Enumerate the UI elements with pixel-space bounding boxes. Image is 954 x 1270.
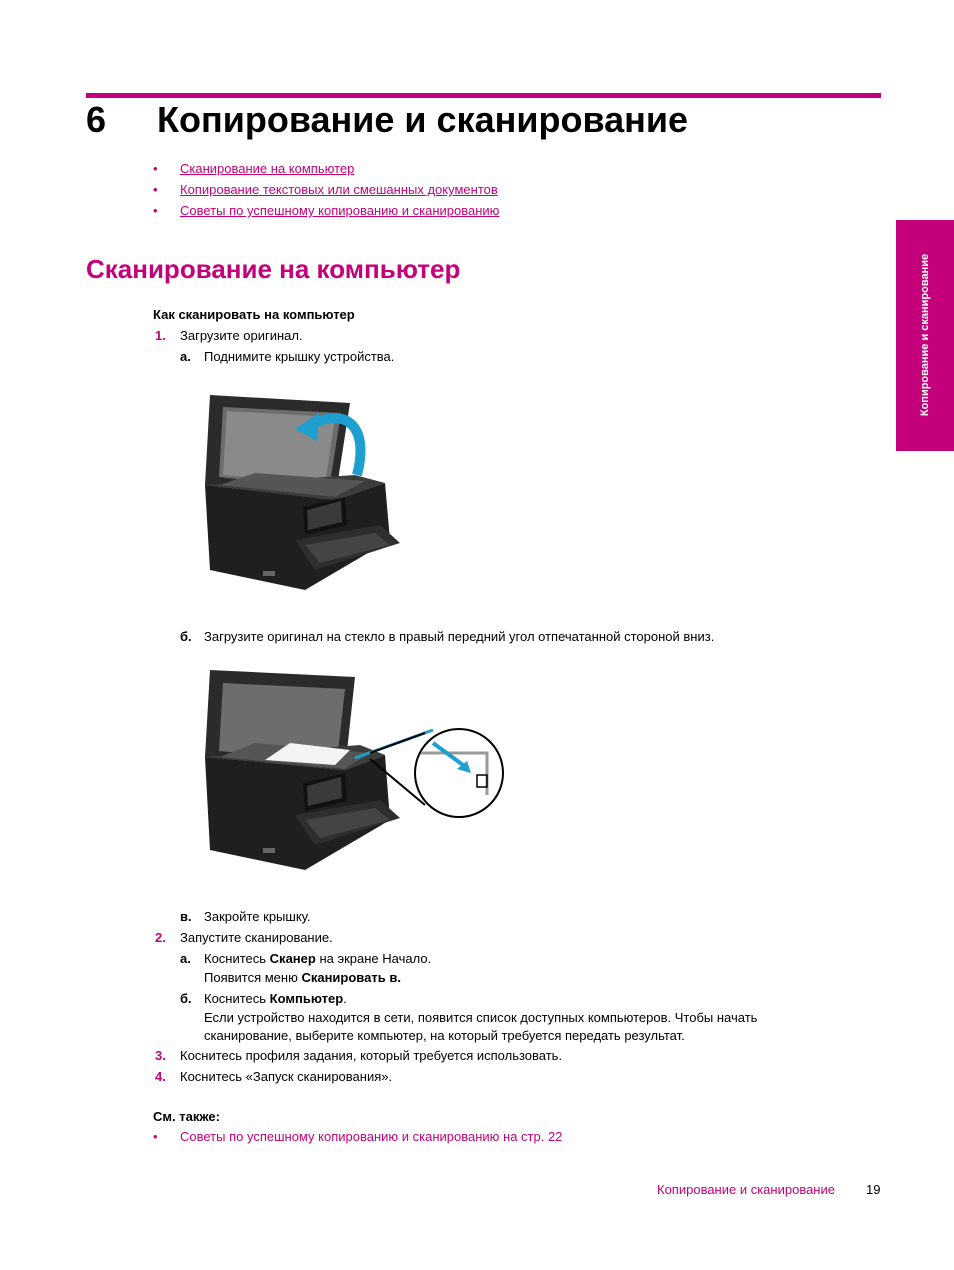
- substep-text: Если устройство находится в сети, появится список доступных компьютеров. Чтобы начать: [204, 1010, 758, 1025]
- substep-text: Коснитесь Компьютер.: [204, 991, 347, 1006]
- substep-text: Поднимите крышку устройства.: [204, 349, 395, 364]
- substep-text: Коснитесь Сканер на экране Начало.: [204, 951, 432, 966]
- step-number: 4.: [155, 1069, 166, 1084]
- substep-label: а.: [180, 951, 191, 966]
- step-number: 3.: [155, 1048, 166, 1063]
- page-number: 19: [866, 1182, 881, 1197]
- toc-link-tips[interactable]: Советы по успешному копированию и сканированию: [180, 203, 500, 218]
- footer-chapter-label: Копирование и сканирование: [657, 1182, 835, 1197]
- substep-label: в.: [180, 909, 192, 924]
- chapter-number: 6: [86, 99, 107, 140]
- bullet-icon: •: [153, 1129, 158, 1144]
- substep-text: Появится меню Сканировать в.: [204, 970, 401, 985]
- step-number: 2.: [155, 930, 166, 945]
- see-also-heading: См. также:: [153, 1109, 220, 1124]
- step-text: Коснитесь «Запуск сканирования».: [180, 1069, 393, 1084]
- toc-item: [153, 181, 499, 202]
- substep-label: б.: [180, 991, 192, 1006]
- toc-link-scan-to-computer[interactable]: Сканирование на компьютер: [180, 161, 355, 176]
- step-number: 1.: [155, 328, 166, 343]
- substep-label: а.: [180, 349, 191, 364]
- substep-label: б.: [180, 629, 192, 644]
- printer-load-original-illustration: [195, 665, 505, 880]
- step-text: Запустите сканирование.: [180, 930, 333, 945]
- toc-link-copy-documents[interactable]: Копирование текстовых или смешанных документов: [180, 182, 498, 197]
- toc-item: [153, 202, 499, 223]
- see-also-link[interactable]: Советы по успешному копированию и сканированию на стр. 22: [180, 1129, 563, 1144]
- bullet-icon: •: [153, 203, 158, 218]
- chapter-rule: [86, 93, 881, 98]
- chapter-title: Копирование и сканирование: [157, 99, 689, 140]
- substep-text: Загрузите оригинал на стекло в правый передний угол отпечатанной стороной вниз.: [204, 629, 715, 644]
- step-text: Коснитесь профиля задания, который требуется использовать.: [180, 1048, 563, 1063]
- bullet-icon: •: [153, 182, 158, 197]
- subheading: Как сканировать на компьютер: [153, 307, 355, 322]
- chapter-toc: [153, 160, 499, 223]
- side-tab: [896, 220, 954, 451]
- bullet-icon: •: [153, 161, 158, 176]
- printer-lift-lid-illustration: [195, 385, 410, 600]
- step-text: Загрузите оригинал.: [180, 328, 303, 343]
- substep-text: сканирование, выберите компьютер, на который требуется передать результат.: [204, 1028, 685, 1043]
- toc-item: [153, 160, 499, 181]
- side-tab-label: Копирование и сканирование: [919, 253, 931, 417]
- substep-text: Закройте крышку.: [204, 909, 311, 924]
- section-title: Сканирование на компьютер: [86, 254, 461, 284]
